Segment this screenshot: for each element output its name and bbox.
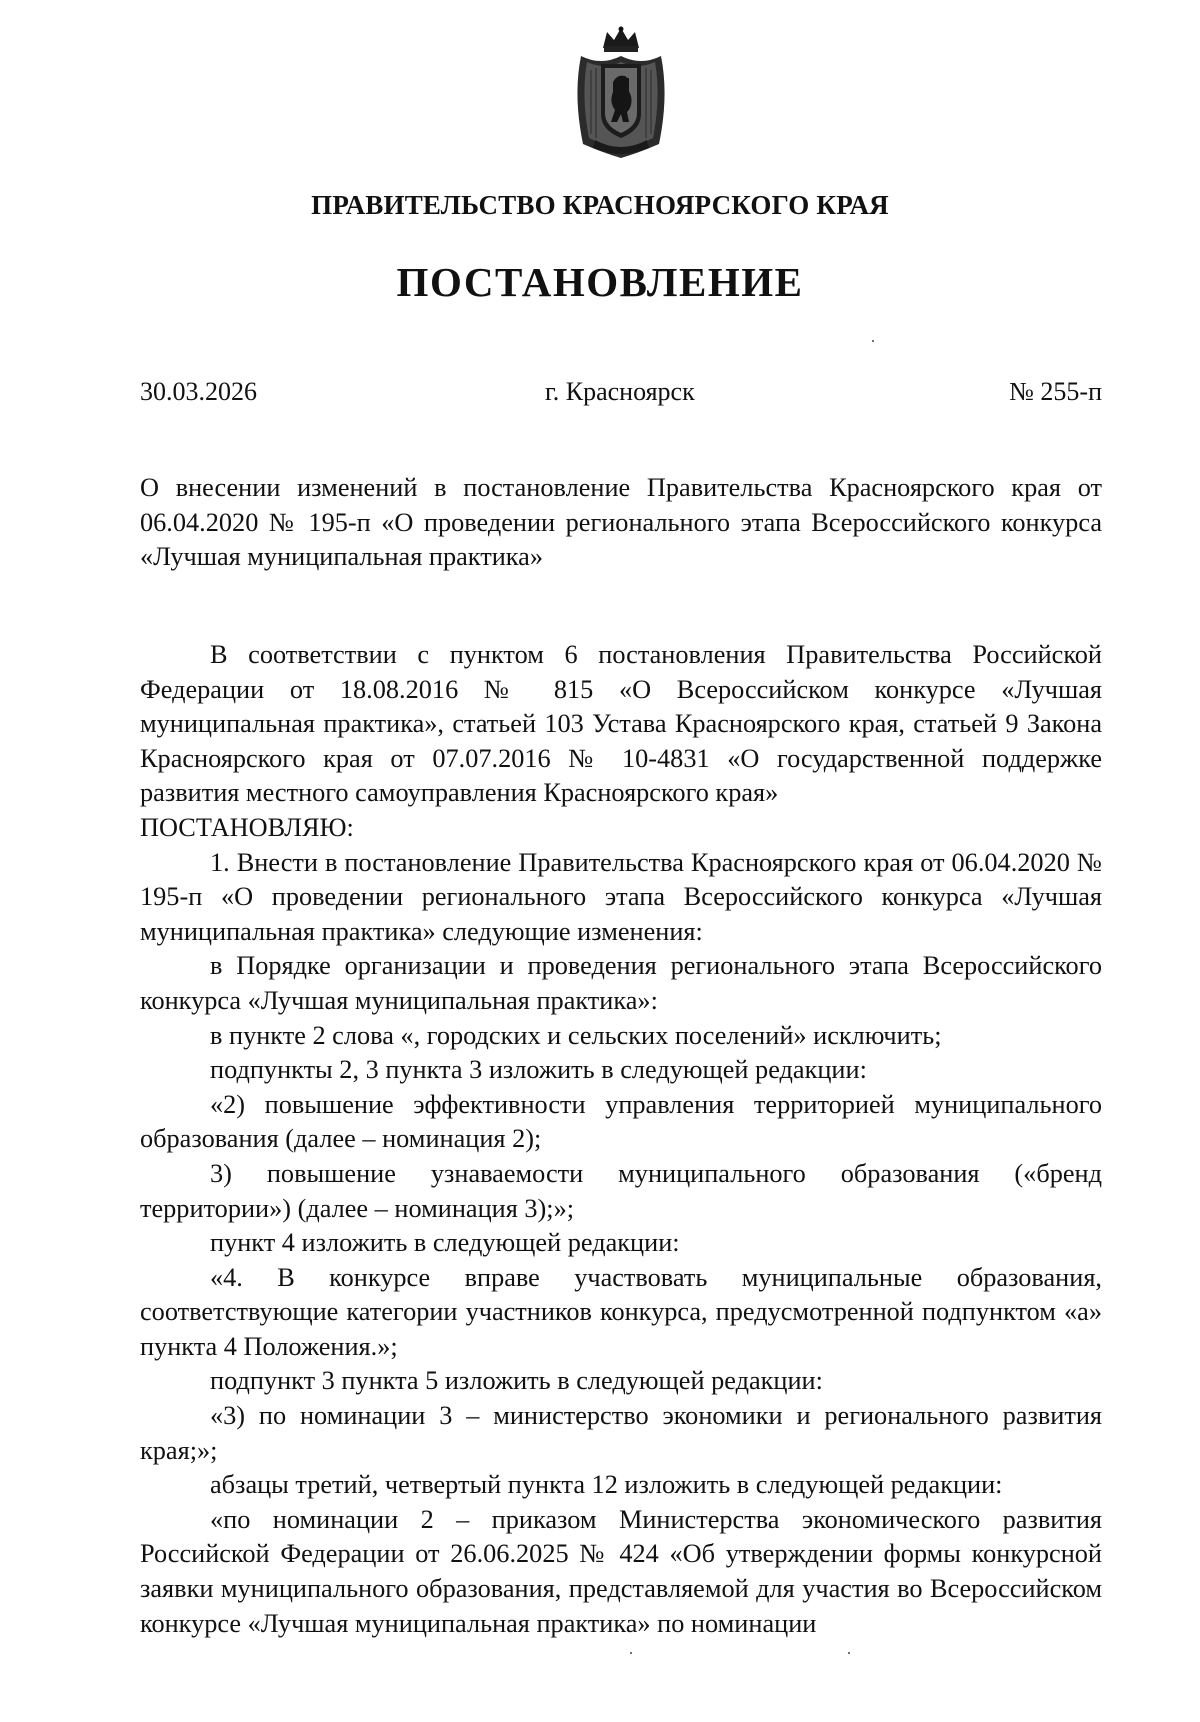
body-paragraph: «3) по номинации 3 – министерство экономики и регионального развития края;»;: [140, 1401, 1102, 1465]
body-paragraph: «2) повышение эффективности управления территорией муниципального образования (далее – номинация 2);: [140, 1089, 1102, 1154]
body-paragraph: «4. В конкурсе вправе участвовать муниципальные образования, соответствующие категории участников конкурса, предусмотренной подпунктом «а» пункта 4 Положения.»;: [140, 1262, 1102, 1361]
body-paragraph: абзацы третий, четвертый пункта 12 изложить в следующей редакции:: [210, 1470, 1003, 1500]
body-paragraph: 1. Внести в постановление Правительства Красноярского края от 06.04.2020 № 195-п «О проведении регионального этапа Всероссийского конкурса «Лучшая муниципальная практика» следующие изменения:: [140, 847, 1102, 946]
body-paragraph: «по номинации 2 – приказом Министерства экономического развития Российской Федерации от 26.06.2025 № 424 «Об утверждении формы конкурсной заявки муниципального образования, представляемой для участия во Всероссийском конкурсе «Лучшая муниципальная практика» по номинации: [140, 1504, 1102, 1638]
document-subject: О внесении изменений в постановление Правительства Красноярского края от 06.04.2020 № 195-п «О проведении регионального этапа Всероссийского конкурса «Лучшая муниципальная практика»: [140, 473, 1102, 571]
body-paragraph: в пункте 2 слова «, городских и сельских поселений» исключить;: [210, 1020, 942, 1050]
document-date: 30.03.2026: [140, 377, 257, 406]
document-body: [140, 638, 1102, 1641]
document-meta: [140, 377, 1102, 407]
document-type-title: ПОСТАНОВЛЕНИЕ: [396, 259, 804, 305]
document-city: г. Красноярск: [545, 377, 695, 406]
preamble-paragraph: В соответствии с пунктом 6 постановления Правительства Российской Федерации от 18.08.2016 № 815 «О Всероссийском конкурсе «Лучшая муниципальная практика», статьей 103 Устава Красноярского края, статьей 9 Закона Красноярского края от 07.07.2016 № 10-4831 «О государственной поддержке развития местного самоуправления Красноярского края»: [140, 640, 1102, 808]
body-paragraph: подпункты 2, 3 пункта 3 изложить в следующей редакции:: [210, 1055, 867, 1085]
body-paragraph: подпункт 3 пункта 5 изложить в следующей редакции:: [210, 1366, 823, 1396]
body-paragraph: пункт 4 изложить в следующей редакции:: [210, 1228, 680, 1258]
coat-of-arms-icon: [571, 26, 671, 160]
document-number: № 255-п: [1009, 377, 1102, 406]
body-paragraph: в Порядке организации и проведения регионального этапа Всероссийского конкурса «Лучшая муниципальная практика»:: [140, 951, 1102, 1015]
government-title: ПРАВИТЕЛЬСТВО КРАСНОЯРСКОГО КРАЯ: [311, 190, 889, 220]
body-paragraph: 3) повышение узнаваемости муниципального образования («бренд территории») (далее – номинация 3);»;: [140, 1158, 1102, 1223]
decree-word: ПОСТАНОВЛЯЮ:: [140, 812, 354, 842]
